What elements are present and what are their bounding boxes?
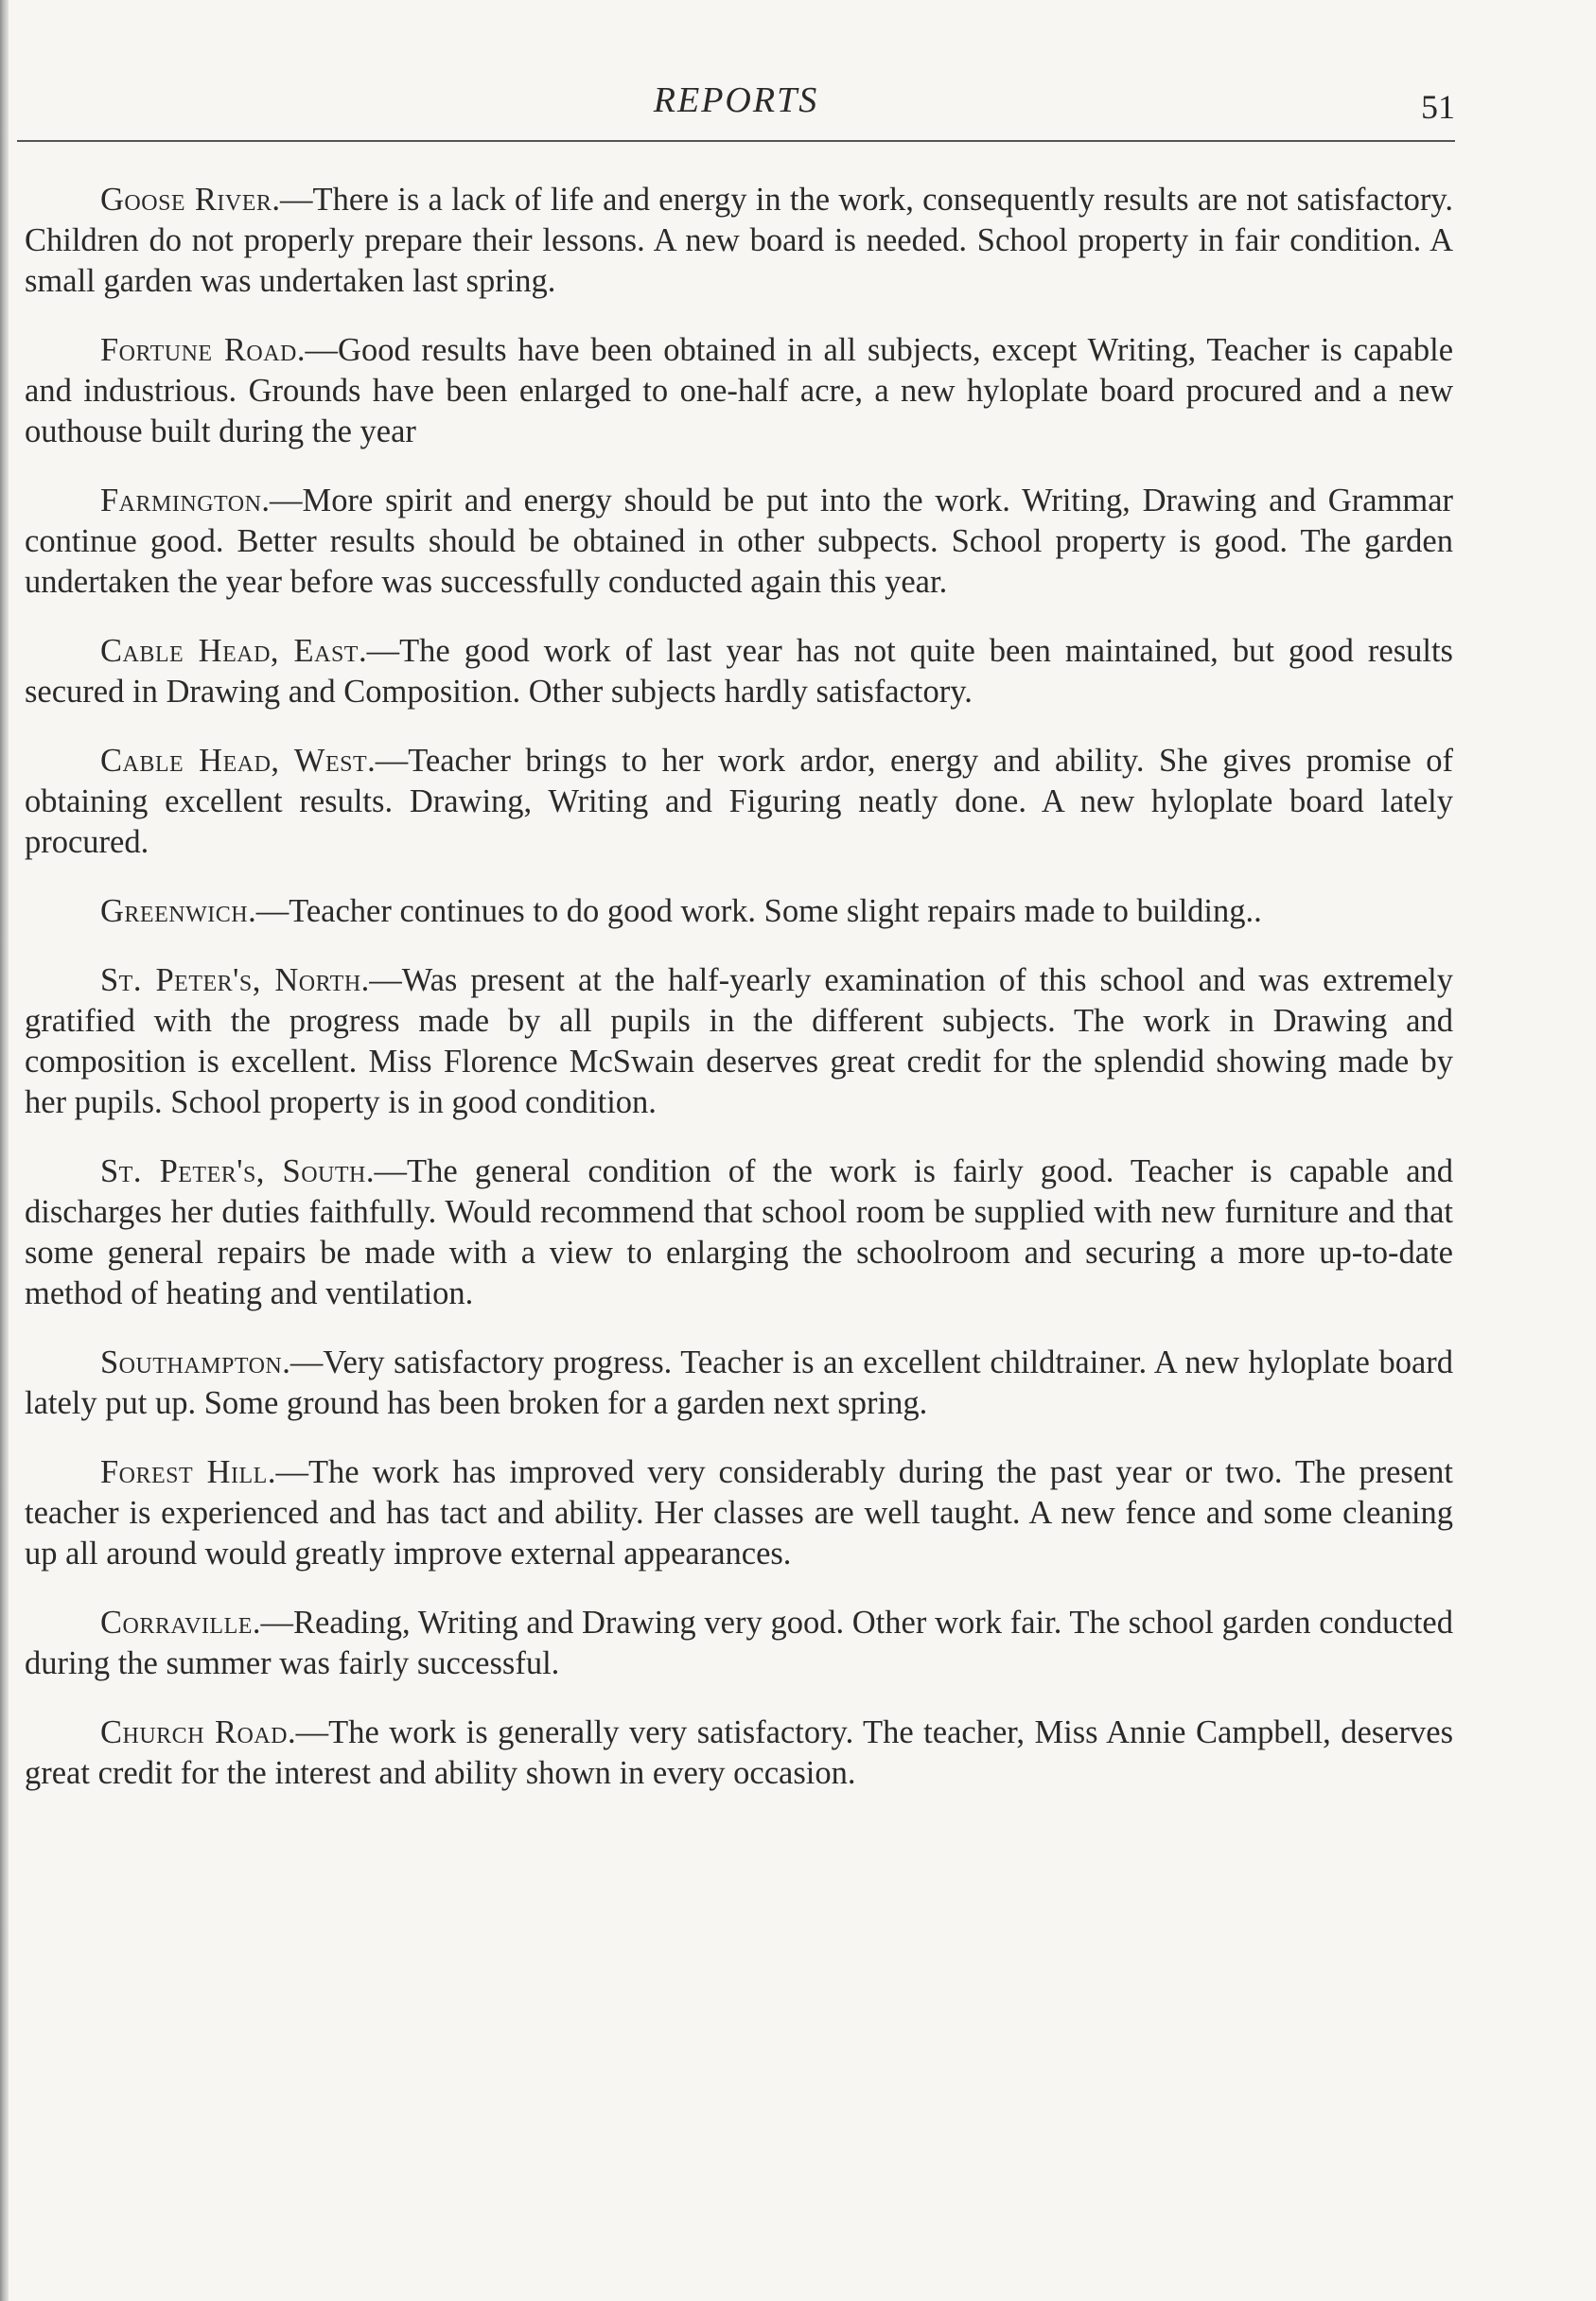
report-text: The work is generally very satisfactory. The teacher, Miss Annie Campbell, deserves great credit for the interest and ability shown in every occasion. xyxy=(25,1714,1454,1791)
school-name: Cable Head, West xyxy=(100,743,368,779)
report-text: Was present at the half-yearly examination of this school and was extremely gratified with the progress made by all pupils in the different subjects. The work in Drawing and composition is excellent. Miss Florence McSwain deserves great credit for the splendid showing made by her pupils. School property is in good condition. xyxy=(25,962,1453,1120)
report-entry: Farmington.—More spirit and energy should be put into the work. Writing, Drawing and Grammar continue good. Better results should be obtained in other subpects. School property is good. The garden undertaken the year before was successfully conducted again this year. xyxy=(25,483,1453,600)
school-name: St. Peter's, North xyxy=(100,962,361,998)
school-name: Corraville xyxy=(100,1605,253,1641)
report-entry: Fortune Road.—Good results have been obtained in all subjects, except Writing, Teacher is capable and industrious. Grounds have been enlarged to one-half acre, a new hyloplate board procured and a new outhouse built during the year xyxy=(25,332,1454,449)
report-text: Teacher continues to do good work. Some slight repairs made to building.. xyxy=(289,893,1262,929)
page-header xyxy=(17,79,1455,142)
report-text: The work has improved very considerably during the past year or two. The present teacher is experienced and has tact and ability. Her classes are well taught. A new fence and some cleaning up all around would greatly improve external appearances. xyxy=(25,1454,1453,1572)
school-name: Farmington xyxy=(100,483,262,518)
school-name: Cable Head, East xyxy=(100,633,359,669)
report-text: There is a lack of life and energy in the work, consequently results are not satisfactory. Children do not properly prepare their lessons. A new board is needed. School property in fair condition. A small garden was undertaken last spring. xyxy=(25,182,1454,299)
report-entry: St. Peter's, North.—Was present at the half-yearly examination of this school and was extremely gratified with the progress made by all pupils in the different subjects. The work in Drawing and composition is excellent. Miss Florence McSwain deserves great credit for the splendid showing made by her pupils. School property is in good condition. xyxy=(25,962,1453,1120)
report-entry: Cable Head, East.—The good work of last year has not quite been maintained, but good results secured in Drawing and Composition. Other subjects hardly satisfactory. xyxy=(25,633,1453,710)
school-name: Forest Hill xyxy=(100,1454,268,1490)
report-entry: Greenwich.—Teacher continues to do good work. Some slight repairs made to building.. xyxy=(100,893,1262,929)
report-entry: Cable Head, West.—Teacher brings to her work ardor, energy and ability. She gives promise of obtaining excellent results. Drawing, Writing and Figuring neatly done. A new hyloplate board lately procured. xyxy=(25,743,1453,860)
report-entry: Church Road.—The work is generally very satisfactory. The teacher, Miss Annie Campbell, deserves great credit for the interest and ability shown in every occasion. xyxy=(25,1714,1454,1791)
school-name: Fortune Road xyxy=(100,332,297,368)
running-title: REPORTS xyxy=(653,80,819,120)
report-text: Good results have been obtained in all subjects, except Writing, Teacher is capable and industrious. Grounds have been enlarged to one-half acre, a new hyloplate board procured and a new outhouse built during the year xyxy=(25,332,1454,449)
report-entry: Southampton.—Very satisfactory progress. Teacher is an excellent childtrainer. A new hyloplate board lately put up. Some ground has been broken for a garden next spring. xyxy=(25,1344,1453,1421)
report-text: More spirit and energy should be put into the work. Writing, Drawing and Grammar continue good. Better results should be obtained in other subpects. School property is good. The garden undertaken the year before was successfully conducted again this year. xyxy=(25,483,1453,600)
school-name: Southampton xyxy=(100,1344,283,1380)
report-entry: Forest Hill.—The work has improved very considerably during the past year or two. The present teacher is experienced and has tact and ability. Her classes are well taught. A new fence and some cleaning up all around would greatly improve external appearances. xyxy=(25,1454,1453,1572)
page-edge-shadow xyxy=(0,0,9,2301)
page-number: 51 xyxy=(1421,88,1455,126)
school-name: Goose River xyxy=(100,182,272,218)
school-name: St. Peter's, South xyxy=(100,1153,366,1189)
school-name: Church Road xyxy=(100,1714,289,1750)
header-rule xyxy=(17,140,1455,142)
report-text: The good work of last year has not quite been maintained, but good results secured in Drawing and Composition. Other subjects hardly satisfactory. xyxy=(25,633,1453,710)
report-text: Reading, Writing and Drawing very good. Other work fair. The school garden conducted during the summer was fairly successful. xyxy=(25,1605,1453,1681)
school-reports xyxy=(25,180,1453,1822)
report-text: The general condition of the work is fairly good. Teacher is capable and discharges her duties faithfully. Would recommend that school room be supplied with new furniture and that some general repairs be made with a view to enlarging the schoolroom and securing a more up-to-date method of heating and ventilation. xyxy=(25,1153,1454,1311)
report-entry: Goose River.—There is a lack of life and energy in the work, consequently results are not satisfactory. Children do not properly prepare their lessons. A new board is needed. School property in fair condition. A small garden was undertaken last spring. xyxy=(25,182,1454,299)
report-text: Teacher brings to her work ardor, energy and ability. She gives promise of obtaining excellent results. Drawing, Writing and Figuring neatly done. A new hyloplate board lately procured. xyxy=(25,743,1453,860)
report-entry: Corraville.—Reading, Writing and Drawing very good. Other work fair. The school garden conducted during the summer was fairly successful. xyxy=(25,1605,1453,1681)
report-text: Very satisfactory progress. Teacher is an excellent childtrainer. A new hyloplate board lately put up. Some ground has been broken for a garden next spring. xyxy=(25,1344,1453,1421)
report-entry: St. Peter's, South.—The general condition of the work is fairly good. Teacher is capable and discharges her duties faithfully. Would recommend that school room be supplied with new furniture and that some general repairs be made with a view to enlarging the schoolroom and securing a more up-to-date method of heating and ventilation. xyxy=(25,1153,1454,1311)
school-name: Greenwich xyxy=(100,893,249,929)
